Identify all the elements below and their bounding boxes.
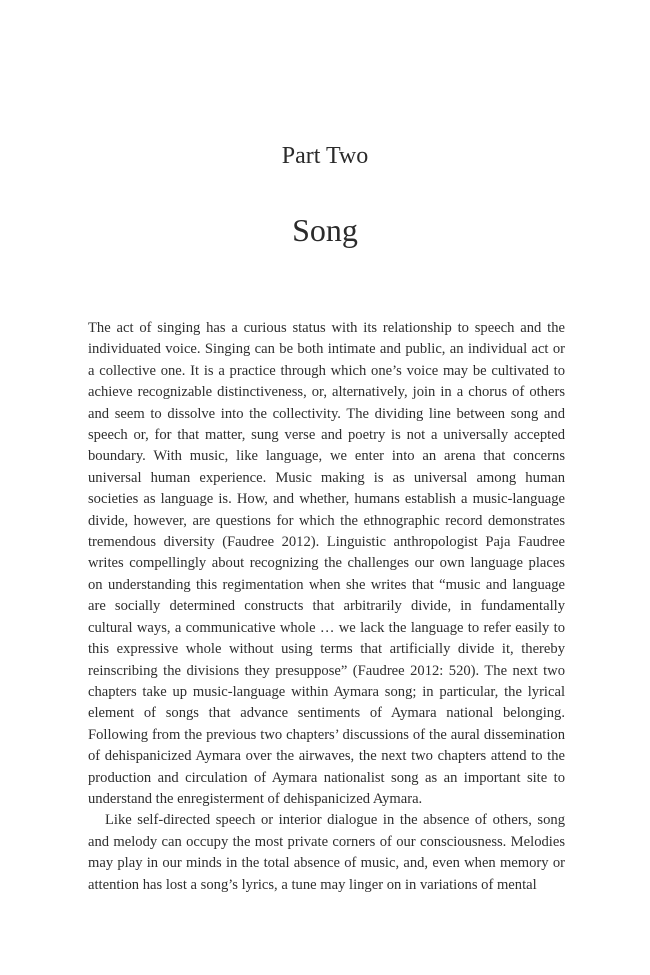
part-label: Part Two	[281, 143, 369, 169]
paragraph: The act of singing has a curious status with its relationship to speech and the individuated voice. Singing can be both intimate and public, an individual act or a collective one. It is a practice through which one’s voice may be cultivated to achieve recognizable distinctiveness, or, alternatively, join in a chorus of others and seem to dissolve into the collectivity. The dividing line between song and speech or, for that matter, sung verse and poetry is not a universally accepted boundary. With music, like language, we enter into an arena that concerns universal human experience. Music making is as universal among human societies as language is. How, and whether, humans establish a music-language divide, however, are questions for which the ethnographic record demonstrates tremendous diversity (Faudree 2012). Linguistic anthropologist Paja Faudree writes compellingly about recognizing the challenges our own language places on understanding this regimentation when she writes that “music and language are socially determined constructs that arbitrarily divide, in fundamentally cultural ways, a communicative whole … we lack the language to refer easily to this expressive whole without using terms that artificially divide it, thereby reinscribing the divisions they presuppose” (Faudree 2012: 520). The next two chapters take up music-language within Aymara song; in particular, the lyrical element of songs that advance sentiments of Aymara national belonging. Following from the previous two chapters’ discussions of the aural dissemination of dehispanicized Aymara over the airwaves, the next two chapters attend to the production and circulation of Aymara nationalist song as an important site to understand the enregisterment of dehispanicized Aymara.	[88, 320, 565, 807]
paragraph: Like self-directed speech or interior dialogue in the absence of others, song and melody can occupy the most private corners of our consciousness. Melodies may play in our minds in the total absence of music, and, even when memory or attention has lost a song’s lyrics, a tune may linger on in variations of mental	[88, 812, 565, 893]
body-text	[88, 318, 565, 896]
chapter-title: Song	[292, 212, 358, 248]
